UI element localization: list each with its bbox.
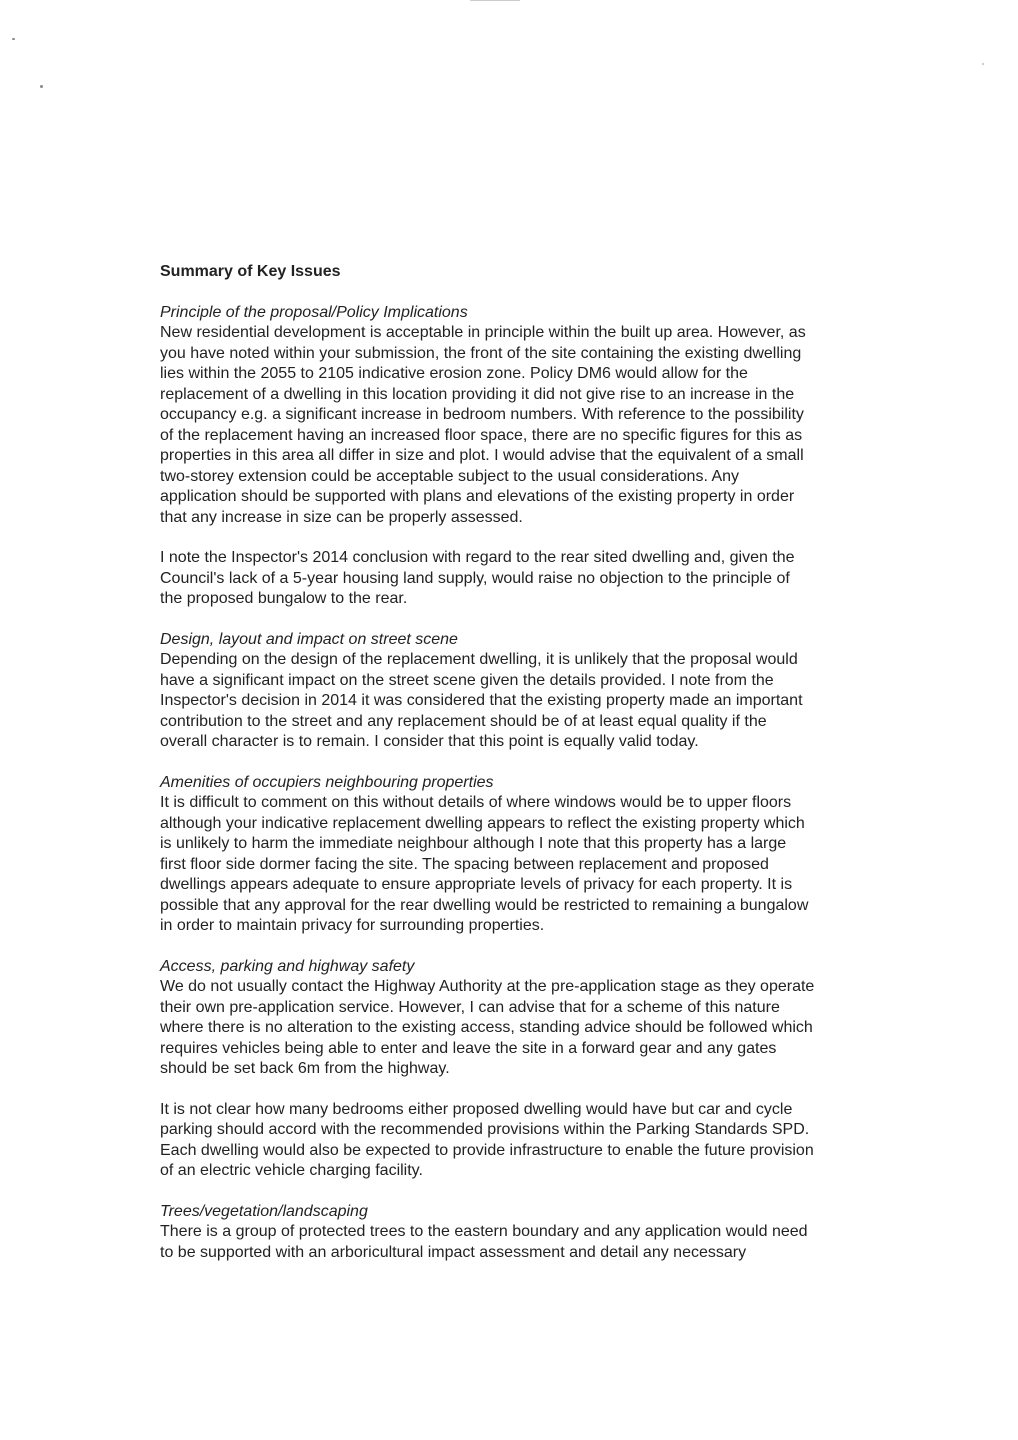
paragraph-line: requires vehicles being able to enter and leave the site in a forward gear and any gates xyxy=(160,1039,777,1057)
paragraph-line: It is not clear how many bedrooms either proposed dwelling would have but car and cycle xyxy=(160,1100,793,1118)
section-paragraph xyxy=(160,1202,910,1264)
paragraph-line: There is a group of protected trees to the eastern boundary and any application would need xyxy=(160,1223,808,1240)
paragraph-line: of the replacement having an increased floor space, there are no specific figures for this as xyxy=(160,426,803,444)
paragraph-line: that any increase in size can be properly assessed. xyxy=(160,508,523,526)
section-paragraph xyxy=(160,630,910,753)
section-heading: Amenities of occupiers neighbouring properties xyxy=(160,773,494,791)
paragraph-line: We do not usually contact the Highway Authority at the pre-application stage as they operate xyxy=(160,978,815,995)
section-paragraph xyxy=(160,1100,910,1182)
scan-speck xyxy=(40,85,43,88)
section-paragraph xyxy=(160,303,910,529)
scan-speck xyxy=(982,63,984,65)
paragraph-line: is unlikely to harm the immediate neighbour although I note that this property has a large xyxy=(160,835,787,852)
paragraph-line: Depending on the design of the replacement dwelling, it is unlikely that the proposal would xyxy=(160,651,798,668)
paragraph-line: should be set back 6m from the highway. xyxy=(160,1060,450,1077)
section-paragraph xyxy=(160,548,910,610)
section-paragraph xyxy=(160,773,910,937)
paragraph-line: possible that any approval for the rear dwelling would be restricted to remaining a bungalow xyxy=(160,896,809,914)
paragraph-line: of an electric vehicle charging facility. xyxy=(160,1162,423,1179)
paragraph-line: where there is no alteration to the existing access, standing advice should be followed which xyxy=(160,1019,813,1036)
paragraph-line: to be supported with an arboricultural impact assessment and detail any necessary xyxy=(160,1243,747,1261)
paragraph-line: the proposed bungalow to the rear. xyxy=(160,590,408,607)
paragraph-line: Each dwelling would also be expected to provide infrastructure to enable the future provision xyxy=(160,1141,814,1159)
paragraph-line: contribution to the street and any replacement should be of at least equal quality if the xyxy=(160,712,767,730)
paragraph-line: two-storey extension could be acceptable subject to the usual considerations. Any xyxy=(160,467,740,485)
section-heading: Design, layout and impact on street scene xyxy=(160,630,458,648)
document-title: Summary of Key Issues xyxy=(160,263,341,280)
paragraph-line: I note the Inspector's 2014 conclusion with regard to the rear sited dwelling and, given the xyxy=(160,549,795,566)
paragraph-line: New residential development is acceptable in principle within the built up area. However, as xyxy=(160,324,806,341)
paragraph-line: occupancy e.g. a significant increase in bedroom numbers. With reference to the possibility xyxy=(160,406,804,423)
document-sections xyxy=(160,303,910,1264)
scan-speck xyxy=(12,38,15,40)
document-body xyxy=(160,262,910,1283)
paragraph-line: dwellings appears adequate to ensure appropriate levels of privacy for each property. It is xyxy=(160,876,793,893)
paragraph-line: although your indicative replacement dwelling appears to reflect the existing property which xyxy=(160,814,805,832)
paragraph-line: Council's lack of a 5-year housing land supply, would raise no objection to the principle of xyxy=(160,569,790,587)
section-heading: Trees/vegetation/landscaping xyxy=(160,1202,368,1220)
paragraph-line: lies within the 2055 to 2105 indicative erosion zone. Policy DM6 would allow for the xyxy=(160,365,748,382)
paragraph-line: have a significant impact on the street scene given the details provided. I note from the xyxy=(160,671,774,689)
paragraph-line: replacement of a dwelling in this location providing it did not give rise to an increase in the xyxy=(160,385,795,403)
section-paragraph xyxy=(160,957,910,1080)
paragraph-line: their own pre-application service. However, I can advise that for a scheme of this nature xyxy=(160,998,780,1016)
paragraph-line: first floor side dormer facing the site. The spacing between replacement and proposed xyxy=(160,855,769,873)
paragraph-line: you have noted within your submission, the front of the site containing the existing dwelling xyxy=(160,344,802,362)
paragraph-line: Inspector's decision in 2014 it was considered that the existing property made an important xyxy=(160,692,803,709)
paragraph-line: application should be supported with plans and elevations of the existing property in order xyxy=(160,488,795,505)
paragraph-line: overall character is to remain. I consider that this point is equally valid today. xyxy=(160,733,699,750)
paragraph-line: It is difficult to comment on this without details of where windows would be to upper floors xyxy=(160,794,792,811)
paragraph-line: parking should accord with the recommended provisions within the Parking Standards SPD. xyxy=(160,1121,810,1138)
paragraph-line: properties in this area all differ in size and plot. I would advise that the equivalent of a small xyxy=(160,447,804,464)
section-heading: Access, parking and highway safety xyxy=(160,957,415,975)
scan-edge-mark xyxy=(470,0,520,1)
paragraph-line: in order to maintain privacy for surrounding properties. xyxy=(160,917,545,934)
section-heading: Principle of the proposal/Policy Implications xyxy=(160,303,468,321)
